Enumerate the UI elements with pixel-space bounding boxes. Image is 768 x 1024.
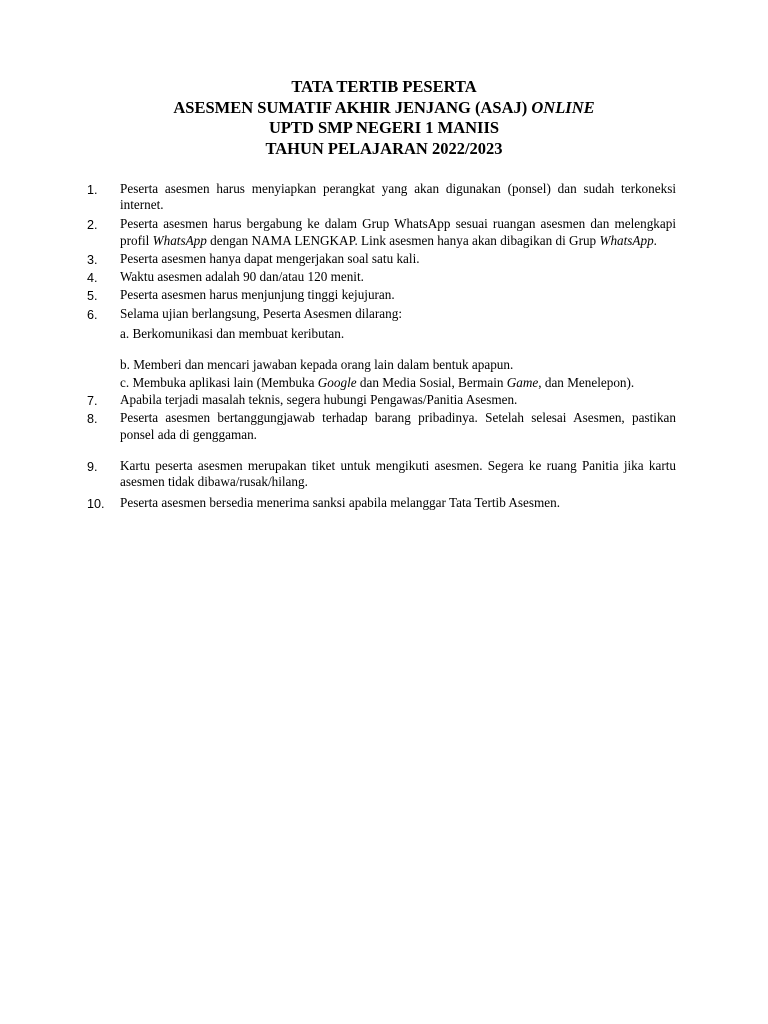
rule-item-10	[87, 495, 676, 511]
rule-number: 4.	[87, 271, 98, 286]
prohibition-item-c	[87, 375, 676, 391]
rule-item-7	[87, 392, 676, 408]
title-line-1: TATA TERTIB PESERTA	[291, 77, 477, 96]
rule-number: 2.	[87, 218, 98, 233]
rule-text-part: Peserta asesmen harus bergabung ke dalam Grup WhatsApp sesuai ruangan asesmen dan melengkapi profil	[120, 216, 676, 248]
rules-list	[87, 181, 676, 511]
prohibition-text-italic: Google	[317, 375, 357, 391]
prohibition-text-italic: Game	[506, 375, 539, 391]
rule-number: 1.	[87, 183, 98, 197]
rule-text: Apabila terjadi masalah teknis, segera hubungi Pengawas/Panitia Asesmen.	[120, 392, 518, 408]
rule-text-part: dengan NAMA LENGKAP. Link asesmen hanya akan dibagikan di Grup	[206, 232, 600, 248]
rule-number: 8.	[87, 412, 98, 427]
rule-item-9	[87, 458, 676, 490]
prohibition-text-part: dan Media Sosial, Bermain	[356, 375, 507, 391]
rule-number: 3.	[87, 252, 98, 267]
rule-text-italic: WhatsApp	[152, 232, 207, 248]
rule-text: Kartu peserta asesmen merupakan tiket untuk mengikuti asesmen. Segera ke ruang Panitia jika kartu asesmen tidak dibawa/rusak/hilang.	[120, 457, 676, 490]
rule-item-2	[87, 216, 676, 248]
rule-text: Peserta asesmen harus menjunjung tinggi kejujuran.	[120, 287, 395, 303]
rule-text: Waktu asesmen adalah 90 dan/atau 120 menit.	[120, 269, 364, 285]
title-line-2	[0, 98, 768, 119]
rule-text: Peserta asesmen hanya dapat mengerjakan soal satu kali.	[120, 250, 420, 266]
rule-item-8	[87, 410, 676, 442]
rule-item-5	[87, 287, 676, 303]
rule-text-part: .	[653, 232, 657, 248]
rule-number: 10.	[87, 497, 105, 512]
title-line-3: UPTD SMP NEGERI 1 MANIIS	[268, 118, 500, 137]
title-line-2-italic: ONLINE	[531, 97, 595, 117]
rule-text: Peserta asesmen bersedia menerima sanksi apabila melanggar Tata Tertib Asesmen.	[120, 495, 561, 511]
title-line-2-main: ASESMEN SUMATIF AKHIR JENJANG (ASAJ)	[173, 97, 528, 117]
prohibition-item-a	[87, 326, 676, 342]
rule-item-6	[87, 306, 676, 322]
rule-item-3	[87, 251, 676, 267]
prohibition-item-b	[87, 357, 676, 373]
rule-number: 9.	[87, 459, 98, 474]
rule-text: Peserta asesmen bertanggungjawab terhadap barang pribadinya. Setelah selesai Asesmen, pastikan ponsel ada di genggaman.	[120, 410, 676, 442]
title-line-4: TAHUN PELAJARAN 2022/2023	[265, 138, 503, 158]
rule-text	[120, 216, 676, 248]
prohibition-text	[120, 375, 676, 391]
document-title	[0, 77, 768, 159]
prohibition-text-part: , dan Menelepon).	[538, 375, 635, 391]
rule-number: 6.	[87, 308, 98, 323]
prohibition-text: b. Memberi dan mencari jawaban kepada orang lain dalam bentuk apapun.	[120, 356, 514, 372]
rule-number: 7.	[87, 394, 98, 409]
rule-text-italic: WhatsApp	[599, 232, 654, 248]
rule-text: Selama ujian berlangsung, Peserta Asesmen dilarang:	[120, 306, 402, 322]
rule-item-1	[87, 181, 676, 213]
rule-item-4	[87, 269, 676, 285]
rule-number: 5.	[87, 289, 98, 304]
prohibition-text-part: c. Membuka aplikasi lain (Membuka	[120, 375, 318, 391]
prohibition-text: a. Berkomunikasi dan membuat keributan.	[120, 325, 345, 341]
rule-text: Peserta asesmen harus menyiapkan perangkat yang akan digunakan (ponsel) dan sudah terkoneksi internet.	[120, 181, 676, 213]
